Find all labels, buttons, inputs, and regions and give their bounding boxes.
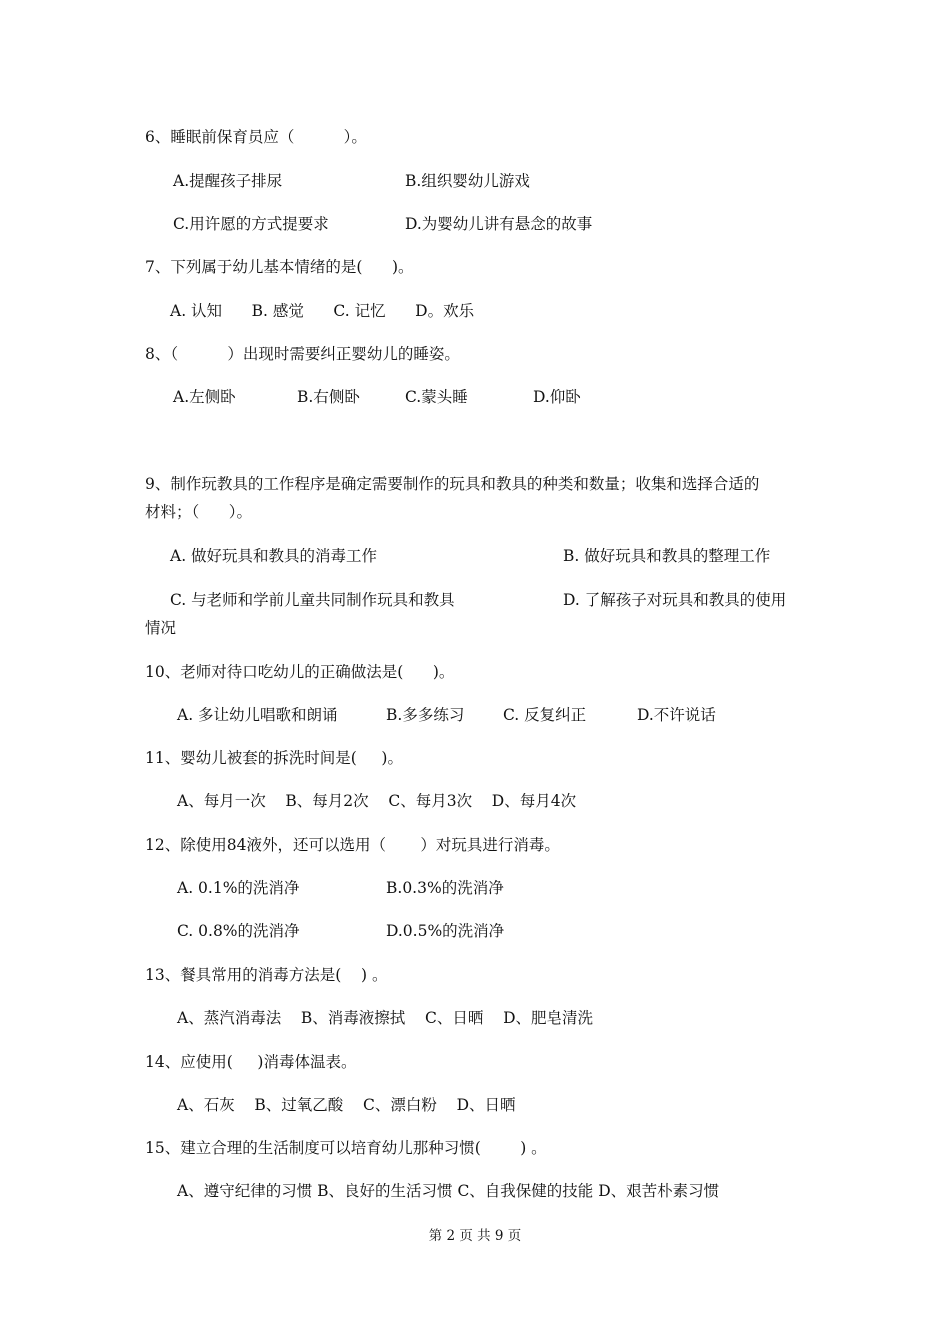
question-12-stem: 12、除使用84液外，还可以选用（ ）对玩具进行消毒。	[145, 836, 560, 854]
question-10-option-b: B.多多练习	[386, 706, 465, 724]
question-12-option-c: C. 0.8%的洗消净	[177, 922, 300, 940]
question-6-option-c: C.用许愿的方式提要求	[173, 215, 329, 233]
question-11-stem: 11、婴幼儿被套的拆洗时间是( )。	[145, 749, 403, 767]
question-15-stem: 15、建立合理的生活制度可以培育幼儿那种习惯( ) 。	[145, 1139, 547, 1157]
question-9-option-d-continued: 情况	[145, 619, 177, 637]
question-13-options: A、蒸汽消毒法 B、消毒液擦拭 C、日晒 D、肥皂清洗	[177, 1009, 593, 1027]
question-14-stem: 14、应使用( )消毒体温表。	[145, 1053, 357, 1071]
question-9-stem-line2: 材料；（ ）。	[145, 503, 253, 521]
question-6-stem: 6、睡眠前保育员应（ ）。	[145, 128, 367, 146]
question-9-option-c: C. 与老师和学前儿童共同制作玩具和教具	[170, 591, 455, 609]
question-15-options: A、遵守纪律的习惯 B、良好的生活习惯 C、自我保健的技能 D、艰苦朴素习惯	[177, 1182, 720, 1200]
question-8-option-b: B.右侧卧	[297, 388, 360, 406]
question-6-option-a: A.提醒孩子排尿	[173, 172, 283, 190]
question-9-option-d: D. 了解孩子对玩具和教具的使用	[563, 591, 787, 609]
question-12-option-d: D.0.5%的洗消净	[386, 922, 505, 940]
question-6-option-b: B.组织婴幼儿游戏	[405, 172, 530, 190]
question-8-option-d: D.仰卧	[533, 388, 581, 406]
question-11-options: A、每月一次 B、每月2次 C、每月3次 D、每月4次	[177, 792, 577, 810]
page-number-footer: 第 2 页 共 9 页	[428, 1228, 522, 1244]
question-7-stem: 7、下列属于幼儿基本情绪的是( )。	[145, 258, 414, 276]
question-9-option-b: B. 做好玩具和教具的整理工作	[563, 547, 771, 565]
question-8-stem: 8、（ ）出现时需要纠正婴幼儿的睡姿。	[145, 345, 460, 363]
question-12-option-b: B.0.3%的洗消净	[386, 879, 504, 897]
question-6-option-d: D.为婴幼儿讲有悬念的故事	[405, 215, 593, 233]
question-10-option-c: C. 反复纠正	[503, 706, 587, 724]
question-13-stem: 13、餐具常用的消毒方法是( ) 。	[145, 966, 388, 984]
question-14-options: A、石灰 B、过氧乙酸 C、漂白粉 D、日晒	[177, 1096, 516, 1114]
question-8-option-c: C.蒙头睡	[405, 388, 468, 406]
question-10-option-d: D.不许说话	[637, 706, 716, 724]
question-9-stem-line1: 9、制作玩教具的工作程序是确定需要制作的玩具和教具的种类和数量；收集和选择合适的	[145, 475, 760, 493]
question-9-option-a: A. 做好玩具和教具的消毒工作	[170, 547, 378, 565]
question-12-option-a: A. 0.1%的洗消净	[177, 879, 300, 897]
question-8-option-a: A.左侧卧	[173, 388, 236, 406]
question-7-options: A. 认知 B. 感觉 C. 记忆 D。欢乐	[170, 302, 475, 320]
question-10-stem: 10、老师对待口吃幼儿的正确做法是( )。	[145, 663, 455, 681]
question-10-option-a: A. 多让幼儿唱歌和朗诵	[177, 706, 338, 724]
